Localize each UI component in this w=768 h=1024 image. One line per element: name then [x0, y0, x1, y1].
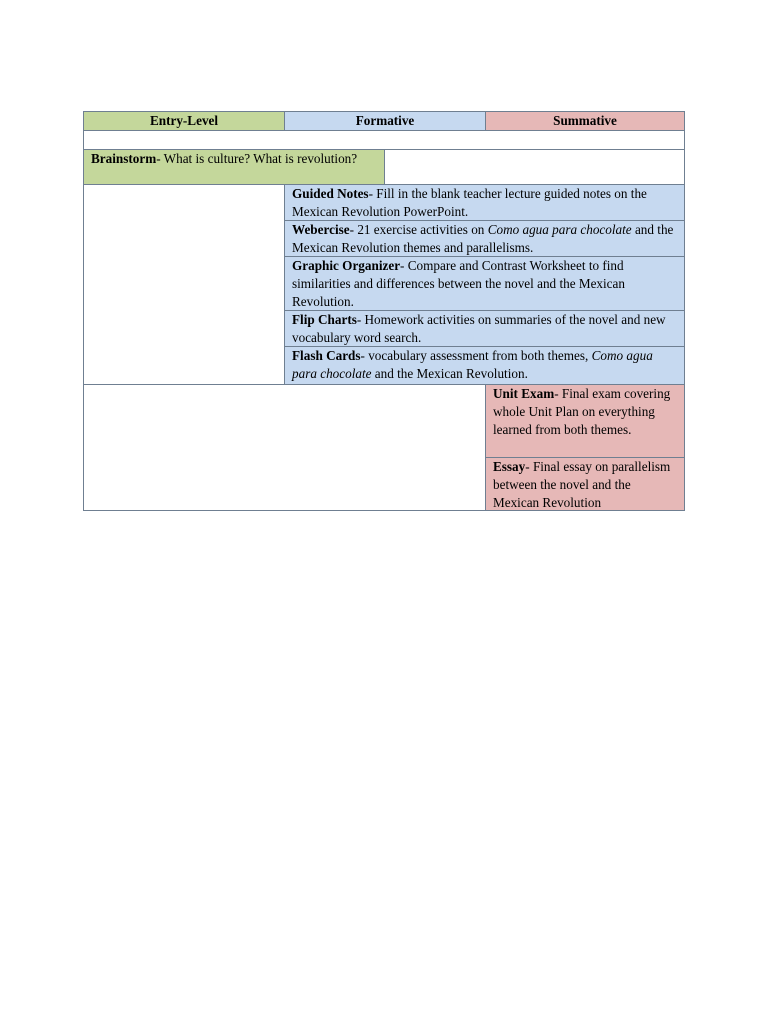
flash-cards-text-before: - vocabulary assessment from both themes, [360, 348, 592, 363]
header-formative: Formative [284, 111, 486, 131]
unit-exam-text: - Final exam covering whole Unit Plan on everything learned from both themes. [493, 386, 671, 438]
webercise-text-before: - 21 exercise activities on [349, 222, 488, 237]
novel-title: Como agua para chocolate [292, 348, 653, 382]
empty-cell [384, 149, 685, 185]
term-guided-notes: Guided Notes [292, 186, 369, 201]
summative-item-unit-exam [485, 384, 685, 458]
term-flash-cards: Flash Cards [292, 348, 361, 363]
flip-charts-text: - Homework activities on summaries of the novel and new vocabulary word search. [292, 312, 666, 346]
novel-title: Como agua para chocolate [487, 222, 632, 237]
term-flip-charts: Flip Charts [292, 312, 357, 327]
graphic-organizer-text: - Compare and Contrast Worksheet to find similarities and differences between the novel and the Mexican Revolution. [292, 258, 625, 310]
formative-item-flash-cards [284, 346, 685, 385]
flash-cards-text-after: and the Mexican Revolution. [371, 366, 528, 382]
guided-notes-text: - Fill in the blank teacher lecture guided notes on the Mexican Revolution PowerPoint. [292, 186, 647, 220]
term-brainstorm: Brainstorm [91, 151, 157, 166]
term-essay: Essay [493, 459, 526, 474]
formative-item-flip-charts [284, 310, 685, 347]
header-summative: Summative [485, 111, 685, 131]
entry-item-brainstorm [83, 149, 385, 185]
term-webercise: Webercise [292, 222, 350, 237]
spacer-row [83, 130, 685, 150]
essay-text: - Final essay on parallelism between the novel and the Mexican Revolution [493, 459, 671, 511]
empty-cell [83, 384, 486, 511]
formative-item-webercise [284, 220, 685, 257]
brainstorm-text: - What is culture? What is revolution? [156, 151, 358, 166]
webercise-text-after: and the Mexican Revolution themes and parallelisms. [292, 222, 674, 256]
header-entry-level: Entry-Level [83, 111, 285, 131]
term-graphic-organizer: Graphic Organizer [292, 258, 401, 273]
formative-item-graphic-organizer [284, 256, 685, 311]
empty-entry-cell [83, 184, 285, 385]
summative-item-essay [485, 457, 685, 511]
term-unit-exam: Unit Exam [493, 386, 555, 401]
formative-item-guided-notes [284, 184, 685, 221]
